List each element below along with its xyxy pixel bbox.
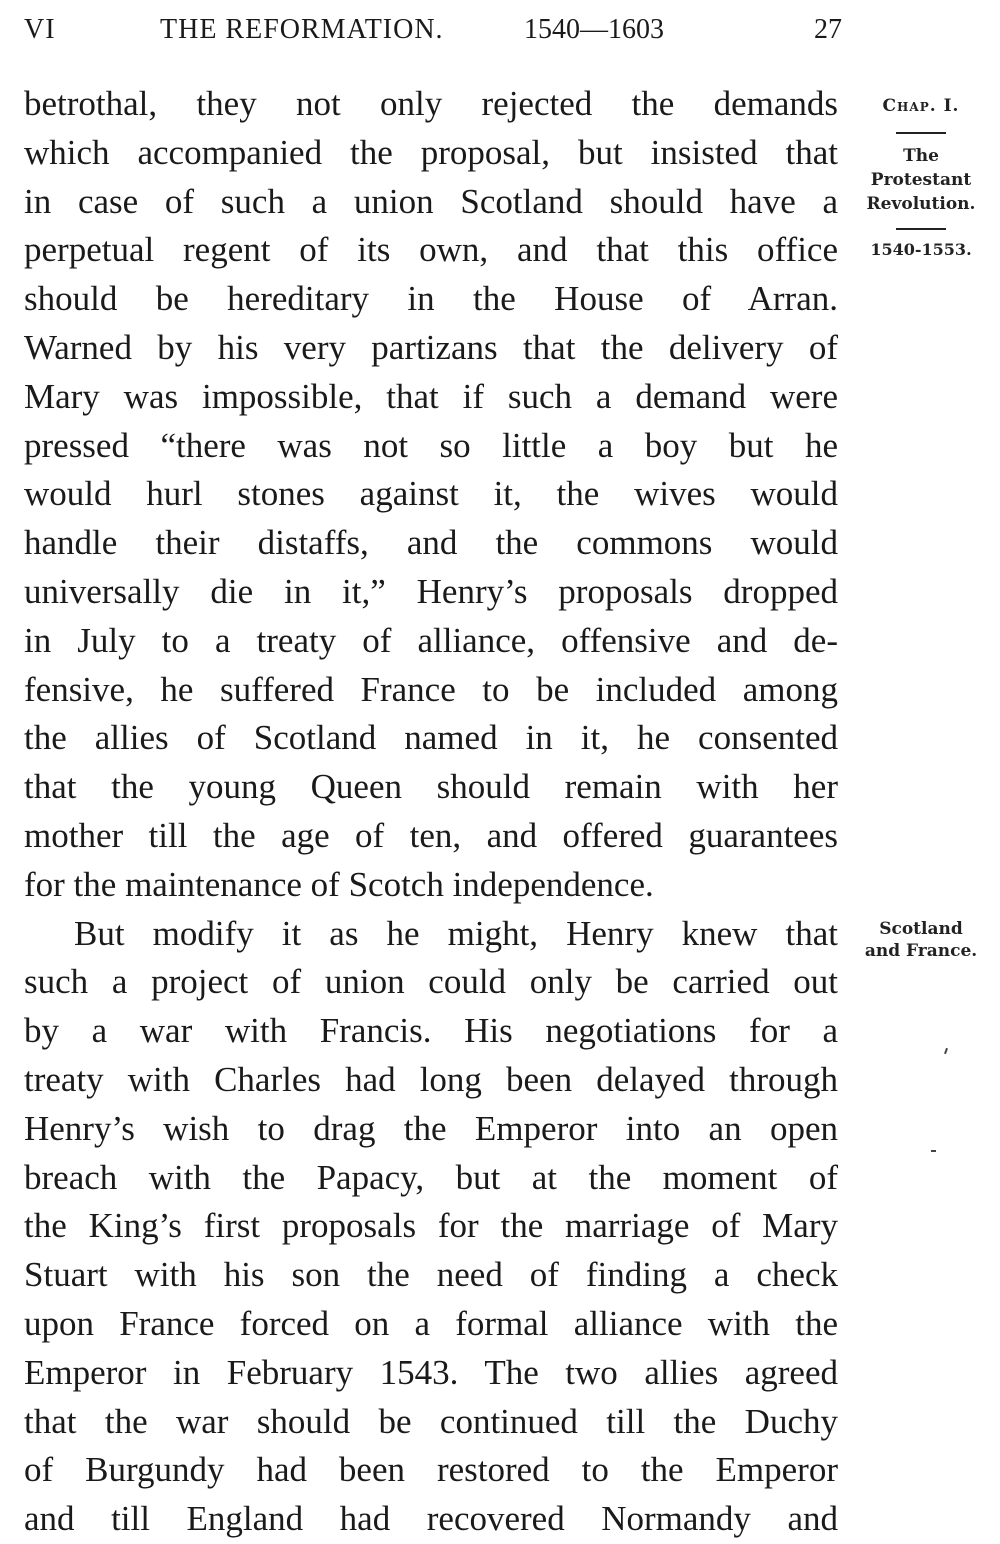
text-line: the allies of Scotland named in it, he consented (24, 718, 838, 758)
text-line: betrothal, they not only rejected the demands (24, 84, 838, 123)
text-line: perpetual regent of its own, and that this office (24, 230, 838, 270)
margin-topic-line: Revolution. (866, 194, 976, 214)
text-line: of Burgundy had been restored to the Emperor (24, 1450, 838, 1490)
text-line: Henry’s wish to drag the Emperor into an open (24, 1108, 838, 1148)
margin-side-note (846, 918, 996, 962)
text-line: in July to a treaty of alliance, offensive and de- (24, 620, 838, 660)
margin-divider (896, 228, 946, 230)
text-line: breach with the Papacy, but at the moment of (24, 1157, 838, 1197)
paragraph-end-line: for the maintenance of Scotch independence. (24, 864, 654, 904)
text-line: such a project of union could only be carried out (24, 962, 838, 1002)
text-line: Emperor in February 1543. The two allies agreed (24, 1352, 838, 1392)
text-line: by a war with Francis. His negotiations for a (24, 1011, 838, 1051)
text-line: Stuart with his son the need of finding a check (24, 1255, 838, 1295)
print-speck (931, 1150, 936, 1152)
running-header (24, 14, 842, 54)
text-line: upon France forced on a formal alliance with the (24, 1303, 838, 1343)
text-line: in case of such a union Scotland should have a (24, 181, 838, 221)
margin-chapter-label: Chap. I. (882, 96, 960, 116)
print-speck (944, 1048, 948, 1054)
text-line: which accompanied the proposal, but insisted that (24, 132, 838, 172)
margin-divider (896, 132, 946, 134)
header-section-number: VI (24, 14, 56, 45)
text-line: should be hereditary in the House of Arran. (24, 279, 838, 319)
header-title: THE REFORMATION. (160, 14, 444, 45)
text-line: pressed “there was not so little a boy but he (24, 425, 838, 465)
text-line: that the war should be continued till the Duchy (24, 1401, 838, 1441)
header-date-range: 1540—1603 (524, 14, 664, 45)
text-line: treaty with Charles had long been delayed through (24, 1059, 838, 1099)
paragraph-start-line: But modify it as he might, Henry knew that (74, 913, 838, 953)
page-number: 27 (814, 14, 842, 45)
text-line: Mary was impossible, that if such a demand were (24, 376, 838, 416)
text-line: would hurl stones against it, the wives would (24, 474, 838, 514)
text-line: and till England had recovered Normandy and (24, 1499, 838, 1539)
text-line: mother till the age of ten, and offered guarantees (24, 815, 838, 855)
text-line: handle their distaffs, and the commons would (24, 523, 838, 563)
body-text (24, 80, 838, 1544)
margin-topic-note (846, 144, 996, 216)
margin-topic-line: The (903, 146, 939, 166)
text-line: universally die in it,” Henry’s proposals dropped (24, 571, 838, 611)
text-line: Warned by his very partizans that the delivery of (24, 327, 838, 367)
text-line: the King’s first proposals for the marriage of Mary (24, 1206, 838, 1246)
margin-side-note-line: Scotland (879, 919, 963, 939)
margin-date-range: 1540-1553. (870, 240, 972, 259)
margin-topic-line: Protestant (870, 170, 972, 190)
text-line: fensive, he suffered France to be included among (24, 669, 838, 709)
margin-side-note-line: and France. (864, 941, 978, 961)
text-line: that the young Queen should remain with her (24, 767, 838, 807)
